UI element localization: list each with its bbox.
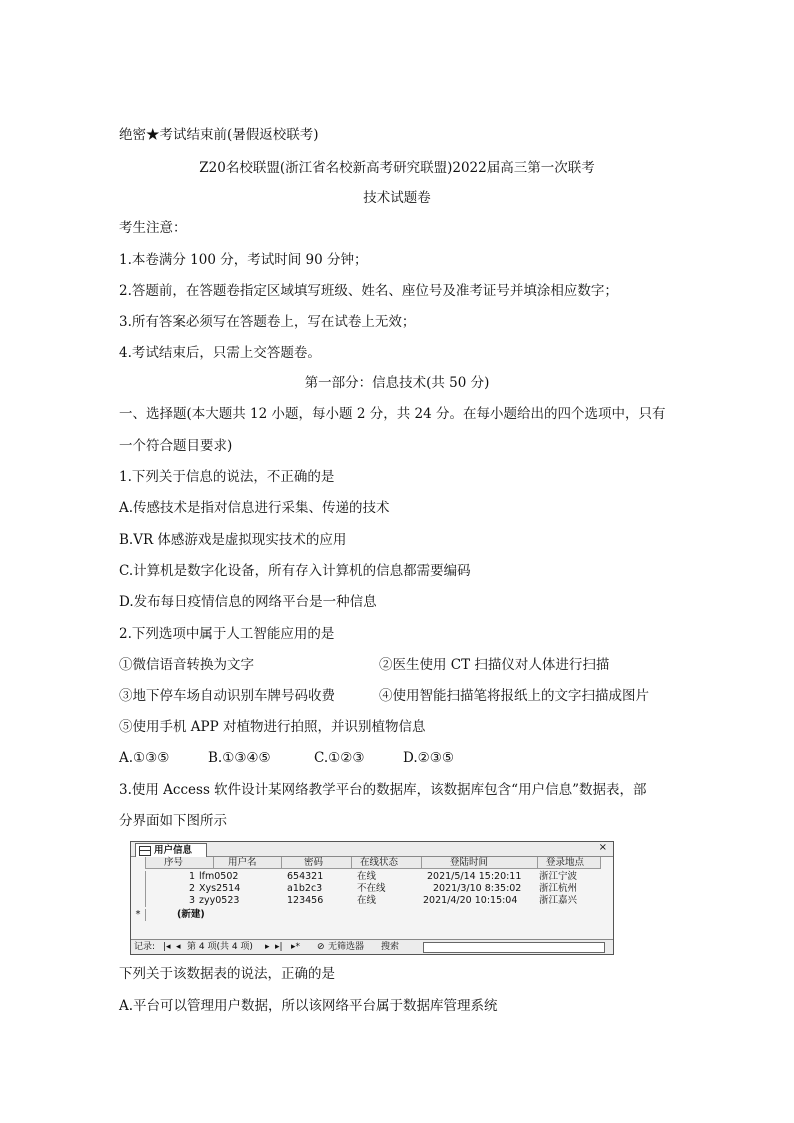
secret-label: 绝密★考试结束前(暑假返校联考) — [119, 127, 319, 143]
cell-location[interactable]: 浙江杭州 — [539, 883, 578, 894]
table-tab-label: 用户信息 — [154, 845, 193, 856]
close-icon[interactable]: × — [598, 842, 607, 853]
section-instruction-cont: 一个符合题目要求) — [119, 438, 233, 454]
q3-stem-cont: 分界面如下图所示 — [119, 813, 227, 829]
first-record-icon[interactable]: |◂ — [163, 942, 171, 952]
filter-status[interactable]: 无筛选器 — [328, 942, 365, 952]
section-instruction: 一、选择题(本大题共 12 小题，每小题 2 分，共 24 分。在每小题给出的四个选项中，只有 — [119, 406, 666, 422]
q1-option-a: A.传感技术是指对信息进行采集、传递的技术 — [119, 500, 390, 516]
table-icon — [139, 846, 151, 856]
column-header[interactable]: 密码 — [282, 857, 352, 869]
paper-title: 技术试题卷 — [363, 190, 431, 206]
notice-item: 2.答题前，在答题卷指定区域填写班级、姓名、座位号及准考证号并填涂相应数字； — [119, 283, 618, 299]
new-record-icon[interactable]: ▸* — [291, 942, 301, 952]
row-selector[interactable] — [131, 883, 146, 895]
column-header[interactable]: 登陆时间 — [422, 857, 538, 869]
notice-item: 1.本卷满分 100 分，考试时间 90 分钟； — [119, 252, 368, 268]
prev-record-icon[interactable]: ◂ — [176, 942, 181, 952]
column-header[interactable]: 登录地点 — [538, 857, 601, 869]
access-table-figure — [130, 841, 614, 955]
q3-option-a: A.平台可以管理用户数据，所以该网络平台属于数据库管理系统 — [119, 998, 498, 1014]
q2-stem: 2.下列选项中属于人工智能应用的是 — [119, 626, 335, 642]
cell-status[interactable]: 不在线 — [357, 883, 386, 894]
cell-login-time[interactable]: 2021/5/14 15:20:11 — [427, 871, 522, 882]
record-navigation-bar — [131, 939, 613, 954]
next-record-icon[interactable]: ▸ — [265, 942, 270, 952]
new-row-marker: * — [131, 909, 146, 921]
q1-option-c: C.计算机是数字化设备，所有存入计算机的信息都需要编码 — [119, 563, 471, 579]
q2-item-3: ③地下停车场自动识别车牌号码收费 — [119, 688, 335, 704]
search-box[interactable]: 搜索 — [381, 942, 400, 952]
q1-stem: 1.下列关于信息的说法，不正确的是 — [119, 469, 335, 485]
q1-option-d: D.发布每日疫情信息的网络平台是一种信息 — [119, 594, 377, 610]
table-tab[interactable] — [135, 843, 207, 857]
q2-choice-c: C.①②③ — [314, 750, 365, 766]
cell-password[interactable]: 654321 — [287, 871, 324, 882]
cell-status[interactable]: 在线 — [357, 871, 377, 882]
notice-heading: 考生注意： — [119, 220, 187, 236]
cell-location[interactable]: 浙江宁波 — [539, 871, 578, 882]
cell-password[interactable]: 123456 — [287, 895, 324, 906]
last-record-icon[interactable]: ▸| — [275, 942, 283, 952]
column-header[interactable]: 序号 — [146, 857, 214, 869]
q2-item-1: ①微信语音转换为文字 — [119, 657, 254, 673]
q2-item-5: ⑤使用手机 APP 对植物进行拍照，并识别植物信息 — [119, 719, 426, 735]
header-row — [131, 857, 601, 869]
notice-item: 4.考试结束后，只需上交答题卷。 — [119, 345, 321, 361]
nav-label: 记录: — [134, 942, 156, 952]
column-header[interactable]: 用户名 — [214, 857, 282, 869]
notice-item: 3.所有答案必须写在答题卷上，写在试卷上无效； — [119, 314, 416, 330]
cell-id[interactable]: 2 — [189, 883, 196, 894]
cell-username[interactable]: lfm0502 — [199, 871, 239, 882]
cell-id[interactable]: 3 — [189, 895, 196, 906]
q2-choice-a: A.①③⑤ — [119, 750, 170, 766]
new-record-row[interactable] — [131, 909, 601, 921]
table-row[interactable] — [131, 883, 601, 895]
q3-stem: 3.使用 Access 软件设计某网络教学平台的数据库，该数据库包含“用户信息”数据表，部 — [119, 782, 647, 798]
column-header[interactable]: 在线状态 — [352, 857, 422, 869]
current-record[interactable]: 第 4 项(共 4 项) — [187, 942, 253, 952]
row-selector[interactable] — [131, 871, 146, 883]
new-record-label[interactable]: (新建) — [177, 909, 205, 920]
q2-choice-d: D.②③⑤ — [403, 750, 454, 766]
row-selector[interactable] — [131, 857, 146, 869]
cell-password[interactable]: a1b2c3 — [287, 883, 323, 894]
horizontal-scrollbar[interactable] — [423, 942, 605, 953]
table-tab-bar — [131, 842, 613, 857]
cell-username[interactable]: Xys2514 — [199, 883, 241, 894]
cell-status[interactable]: 在线 — [357, 895, 377, 906]
cell-login-time[interactable]: 2021/4/20 10:15:04 — [423, 895, 518, 906]
exam-title: Z20名校联盟(浙江省名校新高考研究联盟)2022届高三第一次联考 — [199, 160, 595, 176]
filter-icon[interactable]: ⊘ — [317, 942, 325, 952]
cell-username[interactable]: zyy0523 — [199, 895, 240, 906]
row-selector[interactable] — [131, 895, 146, 907]
q2-choice-b: B.①③④⑤ — [208, 750, 271, 766]
cell-location[interactable]: 浙江嘉兴 — [539, 895, 578, 906]
table-row[interactable] — [131, 895, 601, 907]
part1-title: 第一部分：信息技术(共 50 分) — [304, 375, 490, 391]
q2-item-2: ②医生使用 CT 扫描仪对人体进行扫描 — [379, 657, 610, 673]
q3-prompt: 下列关于该数据表的说法，正确的是 — [119, 966, 335, 982]
cell-id[interactable]: 1 — [189, 871, 196, 882]
table-row[interactable] — [131, 871, 601, 883]
q1-option-b: B.VR 体感游戏是虚拟现实技术的应用 — [119, 532, 347, 548]
q2-item-4: ④使用智能扫描笔将报纸上的文字扫描成图片 — [379, 688, 649, 704]
cell-login-time[interactable]: 2021/3/10 8:35:02 — [433, 883, 522, 894]
